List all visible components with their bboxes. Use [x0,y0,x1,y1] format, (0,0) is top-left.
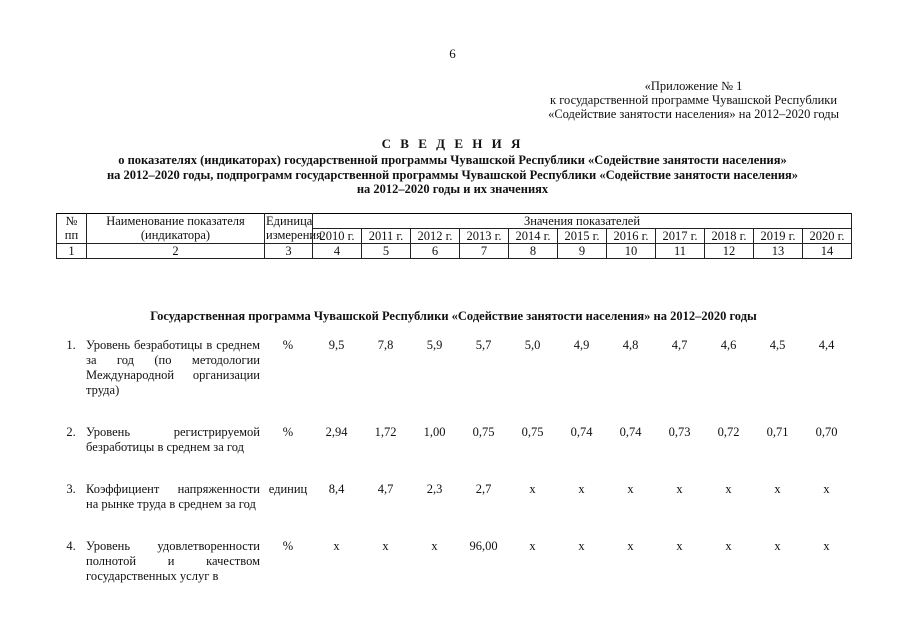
column-number: 9 [558,244,607,259]
indicator-name: Коэффициент напряженности на рынке труда в среднем за год [86,482,260,511]
indicator-value: х [774,482,781,496]
indicator-value: х [823,482,830,496]
indicator-value: 5,7 [475,338,492,352]
indicator-value: х [431,539,438,553]
page-number: 6 [449,46,456,61]
row-number: 3. [66,482,76,496]
column-number: 10 [607,244,656,259]
indicator-value: 1,72 [374,425,397,439]
column-number: 4 [313,244,362,259]
indicators-table [56,338,851,611]
header-year: 2015 г. [558,229,607,244]
indicator-value: 0,75 [472,425,495,439]
indicator-value: х [823,539,830,553]
column-number: 12 [705,244,754,259]
indicator-value: 4,7 [671,338,688,352]
indicator-value: 0,72 [717,425,740,439]
indicator-value: х [578,482,585,496]
appendix-line-3: «Содействие занятости населения» на 2012–2020 годы [548,107,839,121]
appendix-line-2: к государственной программе Чувашской Республики [550,93,838,107]
document-title: С В Е Д Е Н И Я [381,136,524,151]
column-number: 8 [509,244,558,259]
indicator-value: х [333,539,340,553]
indicator-value: х [774,539,781,553]
header-name: Наименование показателя (индикатора) [87,214,265,244]
indicator-value: 4,5 [769,338,786,352]
indicator-value: 0,74 [570,425,593,439]
indicator-value: х [382,539,389,553]
header-num: № пп [57,214,87,244]
indicator-value: 4,9 [573,338,590,352]
column-number: 13 [754,244,803,259]
indicator-value: 4,6 [720,338,737,352]
row-number: 1. [66,338,76,352]
table-row [56,539,851,611]
table-header [56,213,852,259]
column-number: 11 [656,244,705,259]
header-year: 2010 г. [313,229,362,244]
indicator-value: 5,9 [426,338,443,352]
indicator-value: 2,3 [426,482,443,496]
column-number: 6 [411,244,460,259]
header-year: 2020 г. [803,229,852,244]
indicator-value: 0,70 [815,425,838,439]
indicator-unit: % [282,425,294,439]
indicator-value: х [725,539,732,553]
indicator-name: Уровень безработицы в среднем за год (по методологии Международной организации труда) [86,338,260,397]
column-number: 7 [460,244,509,259]
column-number: 5 [362,244,411,259]
indicator-name: Уровень регистрируемой безработицы в среднем за год [86,425,260,454]
table-row [56,425,851,482]
indicator-value: 4,8 [622,338,639,352]
row-number: 4. [66,539,76,553]
indicator-value: х [725,482,732,496]
header-values-group: Значения показателей [313,214,852,229]
indicator-value: 2,7 [475,482,492,496]
indicator-unit: единиц [268,482,308,496]
subtitle-line-3: на 2012–2020 годы и их значениях [356,182,549,196]
header-year: 2014 г. [509,229,558,244]
column-number: 2 [87,244,265,259]
header-year: 2012 г. [411,229,460,244]
subtitle-line-2: на 2012–2020 годы, подпрограмм государственной программы Чувашской Республики «Содействие занятости населения» [106,167,799,182]
indicator-value: 96,00 [469,539,498,553]
indicator-value: х [676,482,683,496]
indicator-value: 1,00 [423,425,446,439]
document-subtitle [40,153,865,197]
header-year: 2011 г. [362,229,411,244]
header-year: 2017 г. [656,229,705,244]
table-row [56,338,851,425]
indicator-unit: % [282,338,294,352]
column-number: 3 [265,244,313,259]
indicator-value: х [627,539,634,553]
indicator-value: х [529,482,536,496]
indicator-value: х [529,539,536,553]
row-number: 2. [66,425,76,439]
indicator-value: х [676,539,683,553]
header-year: 2018 г. [705,229,754,244]
header-year: 2016 г. [607,229,656,244]
appendix-line-1: «Приложение № 1 [644,79,743,93]
indicator-value: 8,4 [328,482,345,496]
appendix-note [548,79,839,121]
indicator-value: х [627,482,634,496]
indicator-name: Уровень удовлетворенности полнотой и качеством государственных услуг в [86,539,260,583]
subtitle-line-1: о показателях (индикаторах) государственной программы Чувашской Республики «Содействие занятости населения» [118,153,787,167]
header-year: 2019 г. [754,229,803,244]
indicator-value: 4,4 [818,338,835,352]
indicator-value: 0,71 [766,425,789,439]
indicator-value: 0,75 [521,425,544,439]
indicator-value: 0,73 [668,425,691,439]
header-unit: Единица измерения [266,214,322,242]
indicator-value: 7,8 [377,338,394,352]
indicator-value: 0,74 [619,425,642,439]
indicator-value: 5,0 [524,338,541,352]
indicator-value: х [578,539,585,553]
table-row [56,482,851,539]
header-year: 2013 г. [460,229,509,244]
indicator-value: 2,94 [325,425,348,439]
column-number: 1 [57,244,87,259]
indicator-value: 9,5 [328,338,345,352]
section-title: Государственная программа Чувашской Республики «Содействие занятости населения» на 2012–2020 годы [150,309,757,323]
indicator-unit: % [282,539,294,553]
column-number: 14 [803,244,852,259]
indicator-value: 4,7 [377,482,394,496]
